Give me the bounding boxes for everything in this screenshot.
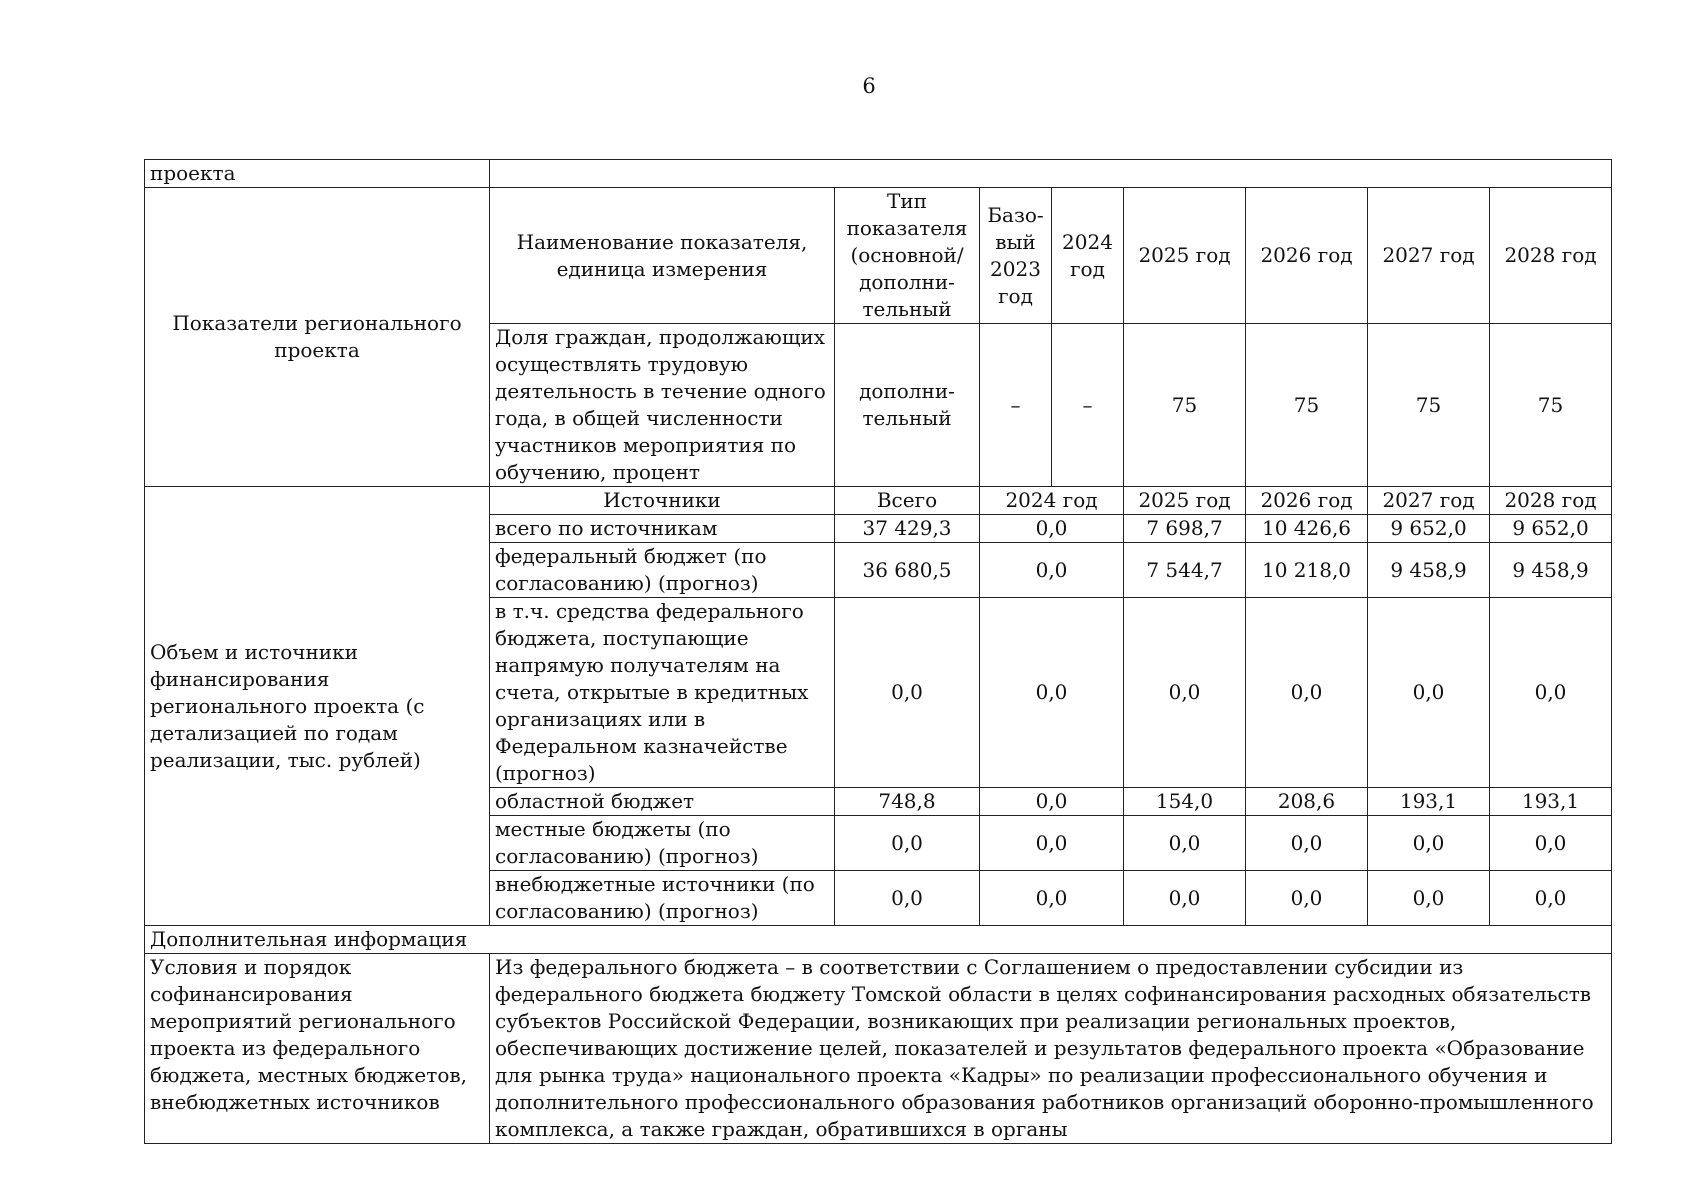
financing-source: всего по источникам	[490, 515, 835, 543]
indicator-2028: 75	[1490, 324, 1612, 487]
financing-source: внебюджетные источники (по согласованию) (прогноз)	[490, 871, 835, 926]
indicator-2025: 75	[1124, 324, 1246, 487]
cofinancing-row	[145, 954, 1612, 1144]
financing-total: 36 680,5	[835, 543, 980, 598]
indicator-name: Доля граждан, продолжающих осуществлять трудовую деятельность в течение одного года, в общей численности участников мероприятия по обучению, процент	[490, 324, 835, 487]
indicator-2028-header: 2028 год	[1490, 188, 1612, 324]
indicator-type: дополни-тельный	[835, 324, 980, 487]
financing-2028: 0,0	[1490, 598, 1612, 788]
indicator-2027-header: 2027 год	[1368, 188, 1490, 324]
financing-2024-header: 2024 год	[980, 487, 1124, 515]
financing-2027-header: 2027 год	[1368, 487, 1490, 515]
financing-2025-header: 2025 год	[1124, 487, 1246, 515]
indicators-header-row	[145, 188, 1612, 324]
financing-source-header: Источники	[490, 487, 835, 515]
financing-total: 0,0	[835, 816, 980, 871]
financing-2028: 9 458,9	[1490, 543, 1612, 598]
project-row-empty	[490, 160, 1612, 188]
project-row	[145, 160, 1612, 188]
indicator-2024-header: 2024 год	[1052, 188, 1124, 324]
financing-2026-header: 2026 год	[1246, 487, 1368, 515]
financing-total: 0,0	[835, 598, 980, 788]
financing-2025: 7 544,7	[1124, 543, 1246, 598]
financing-2026: 0,0	[1246, 598, 1368, 788]
financing-2024: 0,0	[980, 816, 1124, 871]
indicator-2026: 75	[1246, 324, 1368, 487]
financing-2025: 7 698,7	[1124, 515, 1246, 543]
financing-2028: 9 652,0	[1490, 515, 1612, 543]
financing-total-header: Всего	[835, 487, 980, 515]
financing-2024: 0,0	[980, 598, 1124, 788]
financing-2027: 0,0	[1368, 871, 1490, 926]
financing-2028: 193,1	[1490, 788, 1612, 816]
indicator-name-header: Наименование показателя, единица измерения	[490, 188, 835, 324]
financing-2026: 10 218,0	[1246, 543, 1368, 598]
financing-2028-header: 2028 год	[1490, 487, 1612, 515]
financing-2025: 0,0	[1124, 816, 1246, 871]
financing-header-row	[145, 487, 1612, 515]
financing-2025: 0,0	[1124, 871, 1246, 926]
financing-2026: 10 426,6	[1246, 515, 1368, 543]
financing-2027: 193,1	[1368, 788, 1490, 816]
indicator-base-header: Базо-вый 2023 год	[980, 188, 1052, 324]
page-number: 6	[862, 74, 876, 98]
financing-2028: 0,0	[1490, 816, 1612, 871]
financing-2026: 0,0	[1246, 871, 1368, 926]
financing-2025: 154,0	[1124, 788, 1246, 816]
additional-info-label: Дополнительная информация	[145, 926, 1612, 954]
indicator-2025-header: 2025 год	[1124, 188, 1246, 324]
financing-total: 37 429,3	[835, 515, 980, 543]
indicator-2026-header: 2026 год	[1246, 188, 1368, 324]
financing-2028: 0,0	[1490, 871, 1612, 926]
financing-2027: 9 652,0	[1368, 515, 1490, 543]
additional-info-row	[145, 926, 1612, 954]
financing-source: местные бюджеты (по согласованию) (прогноз)	[490, 816, 835, 871]
financing-source: областной бюджет	[490, 788, 835, 816]
indicator-2024: –	[1052, 324, 1124, 487]
project-row-label: проекта	[145, 160, 490, 188]
cofinancing-text: Из федерального бюджета – в соответствии с Соглашением о предоставлении субсидии из федерального бюджета бюджету Томской области в целях софинансирования расходных обязательств субъектов Российской Федерации, возникающих при реализации региональных проектов, обеспечивающих достижение целей, показателей и результатов федерального проекта «Образование для рынка труда» национального проекта «Кадры» по реализации профессионального обучения и дополнительного профессионального образования работников организаций оборонно-промышленного комплекса, а также граждан, обратившихся в органы	[490, 954, 1612, 1144]
financing-source: в т.ч. средства федерального бюджета, поступающие напрямую получателям на счета, открытые в кредитных организациях или в Федеральном казначействе (прогноз)	[490, 598, 835, 788]
financing-2027: 0,0	[1368, 598, 1490, 788]
financing-2026: 0,0	[1246, 816, 1368, 871]
financing-section-label: Объем и источники финансирования регионального проекта (с детализацией по годам реализации, тыс. рублей)	[145, 487, 490, 926]
project-passport-table	[144, 159, 1612, 1144]
financing-2024: 0,0	[980, 788, 1124, 816]
financing-2025: 0,0	[1124, 598, 1246, 788]
financing-source: федеральный бюджет (по согласованию) (прогноз)	[490, 543, 835, 598]
financing-2027: 0,0	[1368, 816, 1490, 871]
financing-2024: 0,0	[980, 543, 1124, 598]
indicators-section-label: Показатели регионального проекта	[145, 188, 490, 487]
cofinancing-label: Условия и порядок софинансирования мероприятий регионального проекта из федерального бюджета, местных бюджетов, внебюджетных источников	[145, 954, 490, 1144]
financing-total: 0,0	[835, 871, 980, 926]
indicator-type-header: Тип показателя (основной/ дополни-тельный	[835, 188, 980, 324]
financing-2024: 0,0	[980, 871, 1124, 926]
financing-2027: 9 458,9	[1368, 543, 1490, 598]
financing-2024: 0,0	[980, 515, 1124, 543]
financing-total: 748,8	[835, 788, 980, 816]
financing-2026: 208,6	[1246, 788, 1368, 816]
indicator-base: –	[980, 324, 1052, 487]
indicator-2027: 75	[1368, 324, 1490, 487]
